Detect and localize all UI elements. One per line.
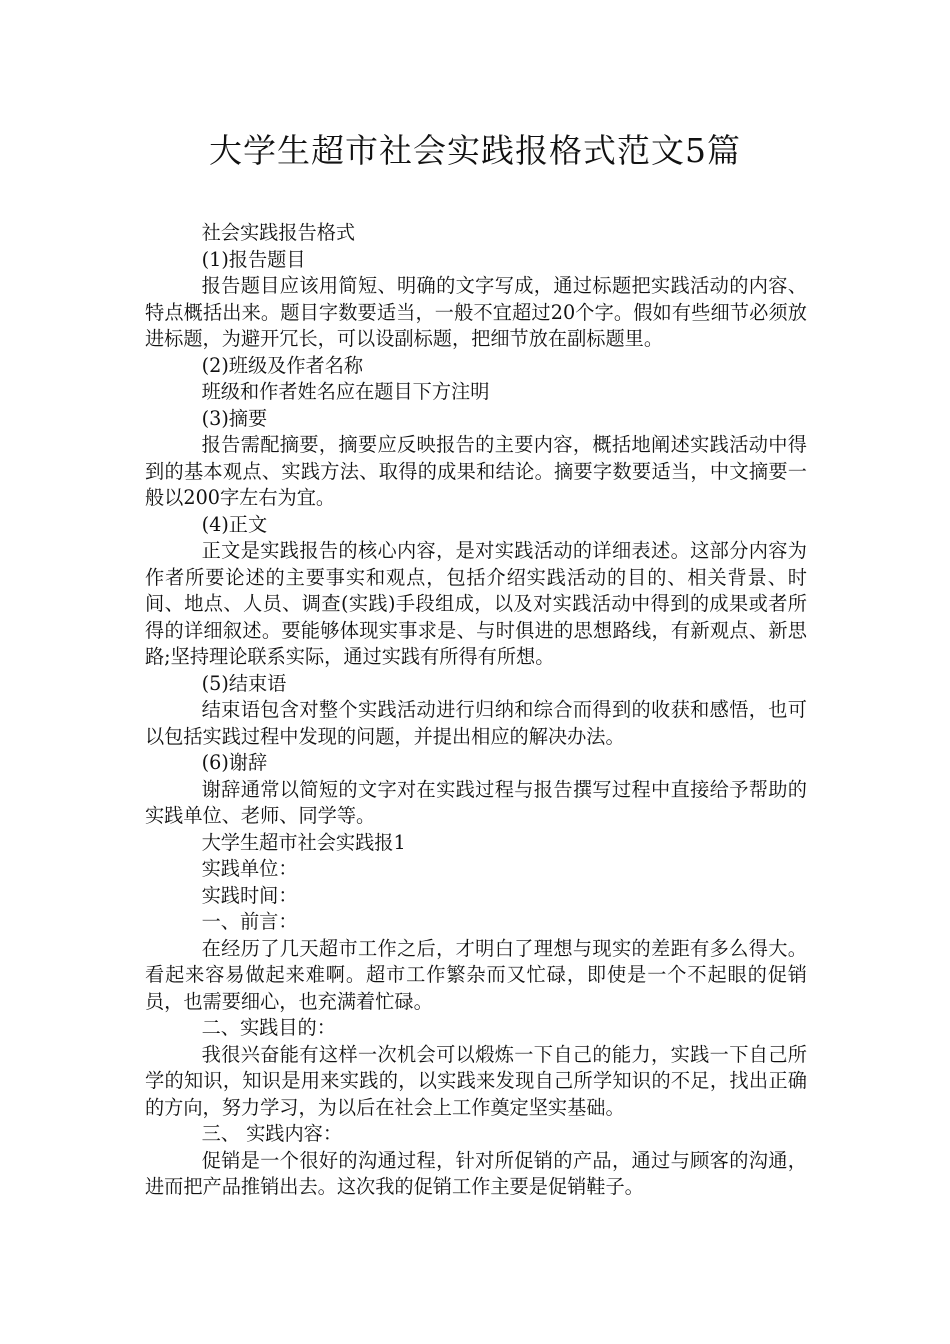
- paragraph-conclusion-heading: (5)结束语: [201, 671, 287, 695]
- paragraph-class-author-text: 班级和作者姓名应在题目下方注明: [201, 380, 490, 403]
- paragraph-purpose-heading: 二、实践目的：: [201, 1016, 336, 1039]
- paragraph-purpose-text: 我很兴奋能有这样一次机会可以煅炼一下自己的能力，实践一下自己所学的知识，知识是用来实践的，以实践来发现自己所学知识的不足，找出正确的方向，努力学习，为以后在社会上工作奠定坚实基础。: [145, 1042, 807, 1119]
- paragraph-practice-time: 实践时间：: [201, 883, 298, 907]
- paragraph-report-title-text: 报告题目应该用简短、明确的文字写成，通过标题把实践活动的内容、特点概括出来。题目字数要适当，一般不宜超过20个字。假如有些细节必须放进标题，为避开冗长，可以设副标题，把细节放在副标题里。: [145, 274, 807, 350]
- paragraph-abstract-text: 报告需配摘要，摘要应反映报告的主要内容，概括地阐述实践活动中得到的基本观点、实践方法、取得的成果和结论。摘要字数要适当，中文摘要一般以200字左右为宜。: [145, 433, 807, 509]
- paragraph-report-title-heading: (1)报告题目: [201, 247, 306, 271]
- paragraph-preface-text: 在经历了几天超市工作之后，才明白了理想与现实的差距有多么得大。看起来容易做起来难啊。超市工作繁杂而又忙碌，即使是一个不起眼的促销员，也需要细心，也充满着忙碌。: [145, 936, 807, 1013]
- paragraph-body-text: 正文是实践报告的核心内容，是对实践活动的详细表述。这部分内容为作者所要论述的主要事实和观点，包括介绍实践活动的目的、相关背景、时间、地点、人员、调查(实践)手段组成，以及对实践活动中得到的成果或者所得的详细叙述。要能够体现实事求是、与时俱进的思想路线，有新观点、新思路;坚持理论联系实际，通过实践有所得有所想。: [145, 539, 807, 668]
- document-title: 大学生超市社会实践报格式范文5篇: [209, 131, 741, 170]
- paragraph-thanks-heading: (6)谢辞: [201, 751, 268, 774]
- paragraph-content-text: 促销是一个很好的沟通过程，针对所促销的产品，通过与顾客的沟通，进而把产品推销出去。这次我的促销工作主要是促销鞋子。: [145, 1148, 807, 1198]
- paragraph-body-heading: (4)正文: [201, 512, 268, 536]
- paragraph-conclusion-text: 结束语包含对整个实践活动进行归纳和综合而得到的收获和感悟，也可以包括实践过程中发现的问题，并提出相应的解决办法。: [145, 698, 807, 748]
- paragraph-thanks-text: 谢辞通常以简短的文字对在实践过程与报告撰写过程中直接给予帮助的实践单位、老师、同学等。: [145, 777, 807, 827]
- paragraph-format-heading: 社会实践报告格式: [201, 221, 356, 244]
- paragraph-preface-heading: 一、前言：: [201, 910, 298, 933]
- paragraph-abstract-heading: (3)摘要: [201, 406, 268, 430]
- paragraph-class-author-heading: (2)班级及作者名称: [201, 353, 364, 377]
- paragraph-report-one-title: 大学生超市社会实践报1: [201, 830, 406, 854]
- paragraph-content-heading: 三、 实践内容：: [201, 1122, 343, 1145]
- document-body: [145, 220, 807, 1201]
- paragraph-practice-unit: 实践单位：: [201, 857, 298, 880]
